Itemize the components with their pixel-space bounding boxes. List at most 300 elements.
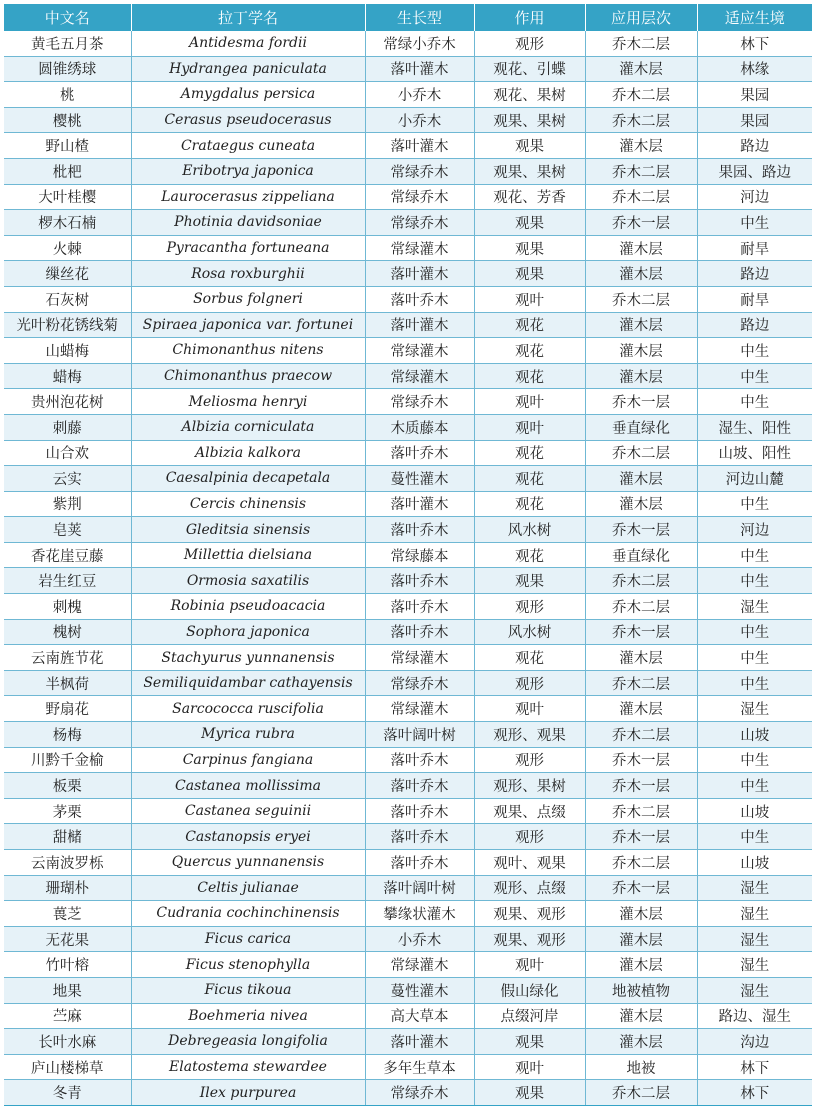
cell-application-layer: 垂直绿化 <box>585 542 697 568</box>
cell-function: 观叶 <box>474 389 585 415</box>
cell-latin-name: Sarcococca ruscifolia <box>131 696 365 722</box>
table-row <box>4 363 812 389</box>
cell-latin-name: Photinia davidsoniae <box>131 210 365 236</box>
cell-habitat: 中生 <box>697 491 812 517</box>
table-row <box>4 747 812 773</box>
cell-habitat: 中生 <box>697 824 812 850</box>
cell-habitat: 路边 <box>697 312 812 338</box>
cell-chinese-name: 樱桃 <box>4 107 131 133</box>
cell-growth-form: 常绿小乔木 <box>365 31 474 56</box>
cell-chinese-name: 珊瑚朴 <box>4 875 131 901</box>
cell-function: 观果、观形 <box>474 926 585 952</box>
cell-latin-name: Meliosma henryi <box>131 389 365 415</box>
cell-growth-form: 常绿乔木 <box>365 1080 474 1106</box>
cell-growth-form: 常绿灌木 <box>365 363 474 389</box>
cell-habitat: 湿生 <box>697 696 812 722</box>
table-row <box>4 952 812 978</box>
cell-function: 观果、观形 <box>474 901 585 927</box>
cell-function: 观叶 <box>474 696 585 722</box>
cell-latin-name: Ilex purpurea <box>131 1080 365 1106</box>
cell-application-layer: 乔木二层 <box>585 568 697 594</box>
cell-function: 风水树 <box>474 517 585 543</box>
table-row <box>4 440 812 466</box>
cell-growth-form: 常绿灌木 <box>365 952 474 978</box>
cell-function: 观果、点缀 <box>474 798 585 824</box>
column-header-chinese-name: 中文名 <box>4 4 131 31</box>
cell-application-layer: 灌木层 <box>585 926 697 952</box>
cell-latin-name: Quercus yunnanensis <box>131 850 365 876</box>
cell-function: 观形、观果 <box>474 722 585 748</box>
cell-growth-form: 落叶乔木 <box>365 286 474 312</box>
cell-latin-name: Semiliquidambar cathayensis <box>131 670 365 696</box>
cell-habitat: 果园 <box>697 107 812 133</box>
cell-latin-name: Ficus tikoua <box>131 977 365 1003</box>
cell-function: 观叶 <box>474 952 585 978</box>
cell-function: 观果 <box>474 210 585 236</box>
cell-latin-name: Ormosia saxatilis <box>131 568 365 594</box>
table-row <box>4 1029 812 1055</box>
cell-application-layer: 灌木层 <box>585 312 697 338</box>
cell-chinese-name: 竹叶榕 <box>4 952 131 978</box>
cell-application-layer: 乔木二层 <box>585 184 697 210</box>
cell-chinese-name: 板栗 <box>4 773 131 799</box>
cell-growth-form: 高大草本 <box>365 1003 474 1029</box>
cell-habitat: 湿生 <box>697 875 812 901</box>
cell-latin-name: Boehmeria nivea <box>131 1003 365 1029</box>
cell-habitat: 中生 <box>697 542 812 568</box>
cell-application-layer: 乔木二层 <box>585 1080 697 1106</box>
cell-chinese-name: 庐山楼梯草 <box>4 1054 131 1080</box>
table-row <box>4 901 812 927</box>
cell-application-layer: 乔木二层 <box>585 850 697 876</box>
cell-habitat: 中生 <box>697 389 812 415</box>
table-row <box>4 1080 812 1106</box>
cell-function: 观形 <box>474 670 585 696</box>
cell-chinese-name: 茅栗 <box>4 798 131 824</box>
cell-application-layer: 灌木层 <box>585 1029 697 1055</box>
cell-habitat: 山坡、阳性 <box>697 440 812 466</box>
cell-application-layer: 灌木层 <box>585 491 697 517</box>
cell-function: 观形 <box>474 747 585 773</box>
cell-growth-form: 木质藤本 <box>365 414 474 440</box>
cell-growth-form: 落叶灌木 <box>365 261 474 287</box>
cell-application-layer: 灌木层 <box>585 1003 697 1029</box>
cell-chinese-name: 云实 <box>4 466 131 492</box>
cell-growth-form: 小乔木 <box>365 107 474 133</box>
table-row <box>4 798 812 824</box>
cell-application-layer: 乔木二层 <box>585 798 697 824</box>
table-row <box>4 184 812 210</box>
cell-function: 观果 <box>474 133 585 159</box>
cell-habitat: 河边 <box>697 517 812 543</box>
table-header <box>4 4 812 31</box>
cell-chinese-name: 槐树 <box>4 619 131 645</box>
cell-habitat: 山坡 <box>697 722 812 748</box>
cell-application-layer: 乔木二层 <box>585 158 697 184</box>
cell-application-layer: 灌木层 <box>585 261 697 287</box>
table-row <box>4 338 812 364</box>
cell-habitat: 湿生 <box>697 952 812 978</box>
cell-function: 观花、引蝶 <box>474 56 585 82</box>
cell-latin-name: Chimonanthus nitens <box>131 338 365 364</box>
cell-growth-form: 落叶阔叶树 <box>365 722 474 748</box>
cell-chinese-name: 大叶桂樱 <box>4 184 131 210</box>
cell-growth-form: 常绿灌木 <box>365 338 474 364</box>
column-header-habitat: 适应生境 <box>697 4 812 31</box>
cell-chinese-name: 杨梅 <box>4 722 131 748</box>
cell-application-layer: 乔木二层 <box>585 722 697 748</box>
cell-growth-form: 落叶乔木 <box>365 440 474 466</box>
cell-growth-form: 常绿乔木 <box>365 184 474 210</box>
cell-latin-name: Castanopsis eryei <box>131 824 365 850</box>
table-row <box>4 619 812 645</box>
cell-habitat: 中生 <box>697 670 812 696</box>
cell-habitat: 河边山麓 <box>697 466 812 492</box>
table-row <box>4 466 812 492</box>
cell-latin-name: Sorbus folgneri <box>131 286 365 312</box>
cell-function: 观花 <box>474 491 585 517</box>
cell-latin-name: Laurocerasus zippeliana <box>131 184 365 210</box>
table-row <box>4 107 812 133</box>
cell-chinese-name: 葨芝 <box>4 901 131 927</box>
cell-chinese-name: 甜槠 <box>4 824 131 850</box>
column-header-growth-form: 生长型 <box>365 4 474 31</box>
cell-application-layer: 乔木二层 <box>585 440 697 466</box>
cell-latin-name: Antidesma fordii <box>131 31 365 56</box>
cell-growth-form: 攀缘状灌木 <box>365 901 474 927</box>
cell-application-layer: 灌木层 <box>585 952 697 978</box>
cell-latin-name: Albizia corniculata <box>131 414 365 440</box>
table-row <box>4 261 812 287</box>
table-row <box>4 389 812 415</box>
cell-function: 观果、果树 <box>474 107 585 133</box>
cell-function: 观形、点缀 <box>474 875 585 901</box>
column-header-latin-name: 拉丁学名 <box>131 4 365 31</box>
table-row <box>4 977 812 1003</box>
cell-growth-form: 落叶乔木 <box>365 824 474 850</box>
cell-latin-name: Carpinus fangiana <box>131 747 365 773</box>
cell-growth-form: 落叶乔木 <box>365 568 474 594</box>
cell-chinese-name: 皂荚 <box>4 517 131 543</box>
cell-chinese-name: 山合欢 <box>4 440 131 466</box>
cell-growth-form: 落叶阔叶树 <box>365 875 474 901</box>
cell-application-layer: 乔木一层 <box>585 389 697 415</box>
cell-function: 观花 <box>474 338 585 364</box>
cell-chinese-name: 椤木石楠 <box>4 210 131 236</box>
cell-function: 观果 <box>474 1080 585 1106</box>
cell-latin-name: Eribotrya japonica <box>131 158 365 184</box>
table-row <box>4 31 812 56</box>
cell-latin-name: Elatostema stewardee <box>131 1054 365 1080</box>
cell-growth-form: 蔓性灌木 <box>365 466 474 492</box>
cell-latin-name: Caesalpinia decapetala <box>131 466 365 492</box>
cell-habitat: 耐旱 <box>697 235 812 261</box>
cell-chinese-name: 云南旌节花 <box>4 645 131 671</box>
cell-chinese-name: 刺槐 <box>4 594 131 620</box>
table-row <box>4 82 812 108</box>
cell-application-layer: 灌木层 <box>585 235 697 261</box>
cell-latin-name: Sophora japonica <box>131 619 365 645</box>
table-body <box>4 31 812 1105</box>
table-row <box>4 210 812 236</box>
table-row <box>4 696 812 722</box>
cell-function: 风水树 <box>474 619 585 645</box>
cell-application-layer: 乔木一层 <box>585 824 697 850</box>
table-row <box>4 850 812 876</box>
cell-chinese-name: 半枫荷 <box>4 670 131 696</box>
cell-growth-form: 小乔木 <box>365 82 474 108</box>
cell-latin-name: Stachyurus yunnanensis <box>131 645 365 671</box>
cell-function: 观果 <box>474 261 585 287</box>
cell-application-layer: 乔木一层 <box>585 747 697 773</box>
cell-latin-name: Gleditsia sinensis <box>131 517 365 543</box>
cell-growth-form: 落叶乔木 <box>365 619 474 645</box>
cell-latin-name: Spiraea japonica var. fortunei <box>131 312 365 338</box>
cell-habitat: 湿生 <box>697 901 812 927</box>
cell-chinese-name: 刺藤 <box>4 414 131 440</box>
cell-chinese-name: 蜡梅 <box>4 363 131 389</box>
cell-habitat: 林缘 <box>697 56 812 82</box>
cell-habitat: 耐旱 <box>697 286 812 312</box>
cell-growth-form: 落叶灌木 <box>365 312 474 338</box>
table-row <box>4 722 812 748</box>
cell-habitat: 路边 <box>697 133 812 159</box>
cell-latin-name: Albizia kalkora <box>131 440 365 466</box>
cell-latin-name: Cercis chinensis <box>131 491 365 517</box>
cell-chinese-name: 火棘 <box>4 235 131 261</box>
cell-application-layer: 乔木一层 <box>585 517 697 543</box>
cell-latin-name: Amygdalus persica <box>131 82 365 108</box>
cell-latin-name: Rosa roxburghii <box>131 261 365 287</box>
cell-habitat: 林下 <box>697 1054 812 1080</box>
cell-growth-form: 落叶灌木 <box>365 56 474 82</box>
cell-growth-form: 常绿灌木 <box>365 235 474 261</box>
cell-chinese-name: 山蜡梅 <box>4 338 131 364</box>
cell-latin-name: Chimonanthus praecow <box>131 363 365 389</box>
cell-chinese-name: 圆锥绣球 <box>4 56 131 82</box>
cell-habitat: 中生 <box>697 363 812 389</box>
cell-habitat: 林下 <box>697 1080 812 1106</box>
cell-growth-form: 常绿藤本 <box>365 542 474 568</box>
cell-growth-form: 常绿乔木 <box>365 210 474 236</box>
cell-growth-form: 常绿灌木 <box>365 645 474 671</box>
cell-chinese-name: 野扇花 <box>4 696 131 722</box>
cell-application-layer: 乔木二层 <box>585 107 697 133</box>
cell-habitat: 中生 <box>697 645 812 671</box>
cell-latin-name: Cudrania cochinchinensis <box>131 901 365 927</box>
cell-application-layer: 地被植物 <box>585 977 697 1003</box>
cell-growth-form: 落叶乔木 <box>365 850 474 876</box>
cell-application-layer: 乔木二层 <box>585 31 697 56</box>
cell-habitat: 中生 <box>697 568 812 594</box>
table-row <box>4 286 812 312</box>
cell-growth-form: 小乔木 <box>365 926 474 952</box>
table-row <box>4 926 812 952</box>
cell-growth-form: 蔓性灌木 <box>365 977 474 1003</box>
cell-growth-form: 落叶灌木 <box>365 1029 474 1055</box>
cell-chinese-name: 紫荆 <box>4 491 131 517</box>
cell-application-layer: 灌木层 <box>585 363 697 389</box>
cell-latin-name: Pyracantha fortuneana <box>131 235 365 261</box>
column-header-application-layer: 应用层次 <box>585 4 697 31</box>
cell-latin-name: Myrica rubra <box>131 722 365 748</box>
cell-latin-name: Cerasus pseudocerasus <box>131 107 365 133</box>
cell-application-layer: 乔木二层 <box>585 286 697 312</box>
cell-application-layer: 乔木二层 <box>585 594 697 620</box>
cell-growth-form: 落叶乔木 <box>365 747 474 773</box>
cell-habitat: 中生 <box>697 747 812 773</box>
cell-chinese-name: 黄毛五月茶 <box>4 31 131 56</box>
table-row <box>4 312 812 338</box>
cell-function: 观形 <box>474 824 585 850</box>
cell-application-layer: 地被 <box>585 1054 697 1080</box>
cell-application-layer: 乔木一层 <box>585 619 697 645</box>
cell-function: 假山绿化 <box>474 977 585 1003</box>
cell-latin-name: Crataegus cuneata <box>131 133 365 159</box>
cell-habitat: 中生 <box>697 619 812 645</box>
cell-function: 观果 <box>474 235 585 261</box>
cell-habitat: 湿生 <box>697 594 812 620</box>
table-row <box>4 542 812 568</box>
cell-application-layer: 乔木一层 <box>585 773 697 799</box>
cell-function: 观花、芳香 <box>474 184 585 210</box>
cell-function: 观花 <box>474 312 585 338</box>
cell-function: 观形、果树 <box>474 773 585 799</box>
cell-chinese-name: 枇杷 <box>4 158 131 184</box>
table-row <box>4 235 812 261</box>
cell-latin-name: Ficus stenophylla <box>131 952 365 978</box>
cell-habitat: 路边、湿生 <box>697 1003 812 1029</box>
cell-chinese-name: 缫丝花 <box>4 261 131 287</box>
cell-function: 观花 <box>474 466 585 492</box>
cell-function: 观果 <box>474 1029 585 1055</box>
cell-growth-form: 落叶乔木 <box>365 517 474 543</box>
cell-function: 观果、果树 <box>474 158 585 184</box>
cell-habitat: 湿生、阳性 <box>697 414 812 440</box>
cell-latin-name: Debregeasia longifolia <box>131 1029 365 1055</box>
table-row <box>4 158 812 184</box>
cell-habitat: 湿生 <box>697 977 812 1003</box>
cell-habitat: 河边 <box>697 184 812 210</box>
cell-application-layer: 灌木层 <box>585 466 697 492</box>
cell-habitat: 果园 <box>697 82 812 108</box>
cell-function: 观花 <box>474 440 585 466</box>
cell-chinese-name: 无花果 <box>4 926 131 952</box>
cell-growth-form: 落叶乔木 <box>365 594 474 620</box>
cell-chinese-name: 苎麻 <box>4 1003 131 1029</box>
table-row <box>4 491 812 517</box>
cell-habitat: 中生 <box>697 210 812 236</box>
cell-latin-name: Hydrangea paniculata <box>131 56 365 82</box>
cell-application-layer: 灌木层 <box>585 645 697 671</box>
cell-application-layer: 灌木层 <box>585 696 697 722</box>
cell-chinese-name: 川黔千金榆 <box>4 747 131 773</box>
cell-latin-name: Ficus carica <box>131 926 365 952</box>
plant-table-container <box>4 4 812 1106</box>
cell-function: 观叶 <box>474 286 585 312</box>
cell-function: 观果 <box>474 568 585 594</box>
column-header-function: 作用 <box>474 4 585 31</box>
cell-application-layer: 灌木层 <box>585 133 697 159</box>
cell-growth-form: 落叶灌木 <box>365 491 474 517</box>
table-row <box>4 670 812 696</box>
cell-growth-form: 落叶灌木 <box>365 133 474 159</box>
cell-function: 观形 <box>474 594 585 620</box>
cell-growth-form: 落叶乔木 <box>365 798 474 824</box>
cell-chinese-name: 冬青 <box>4 1080 131 1106</box>
cell-habitat: 中生 <box>697 338 812 364</box>
cell-function: 观叶 <box>474 1054 585 1080</box>
cell-habitat: 山坡 <box>697 850 812 876</box>
cell-application-layer: 乔木一层 <box>585 875 697 901</box>
cell-function: 观花、果树 <box>474 82 585 108</box>
cell-function: 观叶 <box>474 414 585 440</box>
cell-habitat: 山坡 <box>697 798 812 824</box>
cell-application-layer: 乔木二层 <box>585 670 697 696</box>
cell-growth-form: 常绿乔木 <box>365 670 474 696</box>
cell-latin-name: Castanea seguinii <box>131 798 365 824</box>
cell-application-layer: 灌木层 <box>585 56 697 82</box>
cell-function: 点缀河岸 <box>474 1003 585 1029</box>
table-row <box>4 56 812 82</box>
cell-chinese-name: 光叶粉花锈线菊 <box>4 312 131 338</box>
cell-application-layer: 灌木层 <box>585 901 697 927</box>
cell-growth-form: 多年生草本 <box>365 1054 474 1080</box>
cell-application-layer: 乔木二层 <box>585 82 697 108</box>
cell-latin-name: Robinia pseudoacacia <box>131 594 365 620</box>
cell-habitat: 湿生 <box>697 926 812 952</box>
cell-growth-form: 落叶乔木 <box>365 773 474 799</box>
cell-function: 观叶、观果 <box>474 850 585 876</box>
cell-latin-name: Castanea mollissima <box>131 773 365 799</box>
table-row <box>4 875 812 901</box>
table-row <box>4 1003 812 1029</box>
cell-function: 观花 <box>474 542 585 568</box>
table-row <box>4 594 812 620</box>
table-row <box>4 773 812 799</box>
table-row <box>4 824 812 850</box>
cell-chinese-name: 香花崖豆藤 <box>4 542 131 568</box>
table-row <box>4 568 812 594</box>
cell-function: 观花 <box>474 363 585 389</box>
table-row <box>4 133 812 159</box>
cell-function: 观形 <box>474 31 585 56</box>
cell-chinese-name: 石灰树 <box>4 286 131 312</box>
table-row <box>4 517 812 543</box>
cell-habitat: 果园、路边 <box>697 158 812 184</box>
cell-chinese-name: 地果 <box>4 977 131 1003</box>
table-row <box>4 1054 812 1080</box>
cell-chinese-name: 贵州泡花树 <box>4 389 131 415</box>
cell-chinese-name: 云南波罗栎 <box>4 850 131 876</box>
cell-habitat: 路边 <box>697 261 812 287</box>
cell-application-layer: 灌木层 <box>585 338 697 364</box>
cell-chinese-name: 桃 <box>4 82 131 108</box>
cell-function: 观花 <box>474 645 585 671</box>
plant-species-table <box>4 4 812 1106</box>
cell-latin-name: Celtis julianae <box>131 875 365 901</box>
cell-chinese-name: 长叶水麻 <box>4 1029 131 1055</box>
cell-latin-name: Millettia dielsiana <box>131 542 365 568</box>
cell-habitat: 中生 <box>697 773 812 799</box>
table-row <box>4 414 812 440</box>
cell-chinese-name: 岩生红豆 <box>4 568 131 594</box>
cell-growth-form: 常绿乔木 <box>365 389 474 415</box>
cell-application-layer: 乔木一层 <box>585 210 697 236</box>
cell-habitat: 林下 <box>697 31 812 56</box>
header-row <box>4 4 812 31</box>
cell-growth-form: 常绿乔木 <box>365 158 474 184</box>
